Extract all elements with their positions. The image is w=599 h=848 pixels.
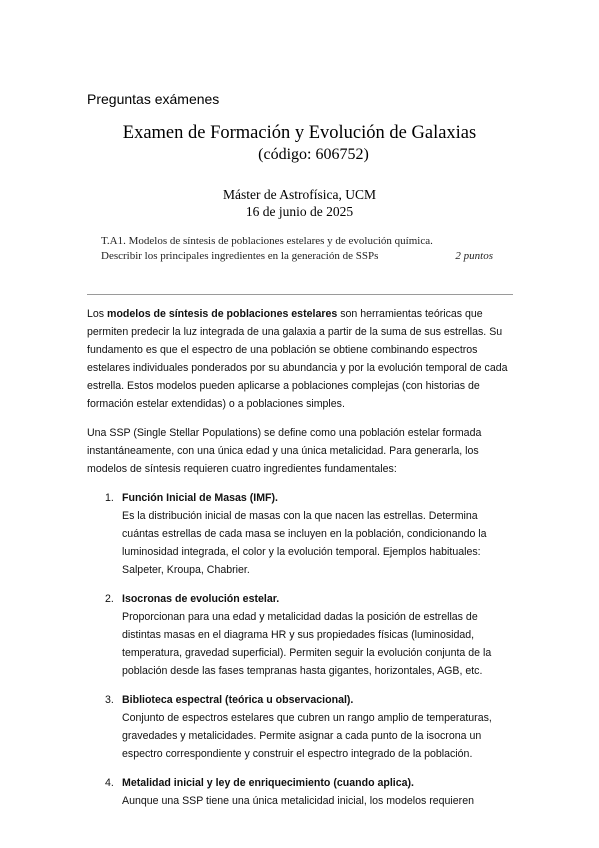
exam-code: (código: 606752) bbox=[258, 146, 369, 163]
list-item-description: Es la distribución inicial de masas con la que nacen las estrellas. Determina cuántas estrellas de cada masa se incluyen en la población, condicionando la luminosidad integrada, el color y la evolución temporal. Ejemplos habituales: Salpeter, Kroupa, Chabrier. bbox=[122, 510, 487, 576]
list-item bbox=[87, 691, 517, 763]
list-item bbox=[87, 774, 517, 810]
list-item-number: 4. bbox=[105, 777, 114, 789]
exam-header bbox=[0, 121, 599, 220]
list-item-number: 2. bbox=[105, 593, 114, 605]
list-item-description: Conjunto de espectros estelares que cubren un rango amplio de temperaturas, gravedades y metalicidades. Permite asignar a cada punto de la isocrona un espectro correspondiente y construir el espectro integrado de la población. bbox=[122, 712, 492, 760]
ingredients-list bbox=[87, 489, 517, 810]
paragraph-ssp: Una SSP (Single Stellar Populations) se define como una población estelar formada instantáneamente, con una única edad y una única metalicidad. Para generarla, los modelos de síntesis requieren cuatro ingredientes fundamentales: bbox=[87, 427, 482, 475]
paragraph-intro-lead: Los bbox=[87, 308, 108, 320]
question-points: 2 puntos bbox=[455, 250, 493, 262]
list-item-description: Proporcionan para una edad y metalicidad dadas la posición de estrellas de distintas masas en el diagrama HR y sus propiedades físicas (luminosidad, temperatura, gravedad superficial). Permiten seguir la evolución conjunta de la población desde las fases tempranas hasta gigantes, horizontales, AGB, etc. bbox=[122, 611, 492, 677]
page-heading: Preguntas exámenes bbox=[87, 91, 220, 107]
question-line-2: Describir los principales ingredientes en la generación de SSPs bbox=[101, 250, 379, 262]
question-line-1: T.A1. Modelos de síntesis de poblaciones estelares y de evolución química. bbox=[101, 235, 433, 247]
paragraph-intro-rest: son herramientas teóricas que permiten predecir la luz integrada de una galaxia a partir de la suma de sus estrellas. Su fundamento es que el espectro de una población se obtiene combinando espectros estelares individuales ponderados por su abundancia y por la evolución temporal de cada estrella. Estos modelos pueden aplicarse a poblaciones complejas (con historias de formación estelar extendidas) o a poblaciones simples. bbox=[87, 308, 508, 410]
divider bbox=[87, 294, 513, 295]
exam-title: Examen de Formación y Evolución de Galaxias bbox=[122, 123, 477, 143]
list-item-title: Isocronas de evolución estelar. bbox=[122, 593, 280, 605]
exam-date: 16 de junio de 2025 bbox=[245, 204, 354, 219]
list-item bbox=[87, 590, 517, 680]
question-block bbox=[101, 234, 501, 264]
exam-program: Máster de Astrofísica, UCM bbox=[223, 187, 376, 202]
paragraph-intro bbox=[87, 305, 517, 413]
paragraph-intro-bold: modelos de síntesis de poblaciones estelares bbox=[107, 308, 338, 320]
list-item-title: Función Inicial de Masas (IMF). bbox=[122, 492, 278, 504]
list-item-title: Metalidad inicial y ley de enriquecimiento (cuando aplica). bbox=[122, 777, 414, 789]
list-item bbox=[87, 489, 517, 579]
list-item-description: Aunque una SSP tiene una única metalicidad inicial, los modelos requieren bbox=[122, 795, 474, 807]
list-item-title: Biblioteca espectral (teórica u observacional). bbox=[122, 694, 354, 706]
list-item-number: 3. bbox=[105, 694, 114, 706]
answer-body bbox=[87, 305, 517, 821]
list-item-number: 1. bbox=[105, 492, 114, 504]
